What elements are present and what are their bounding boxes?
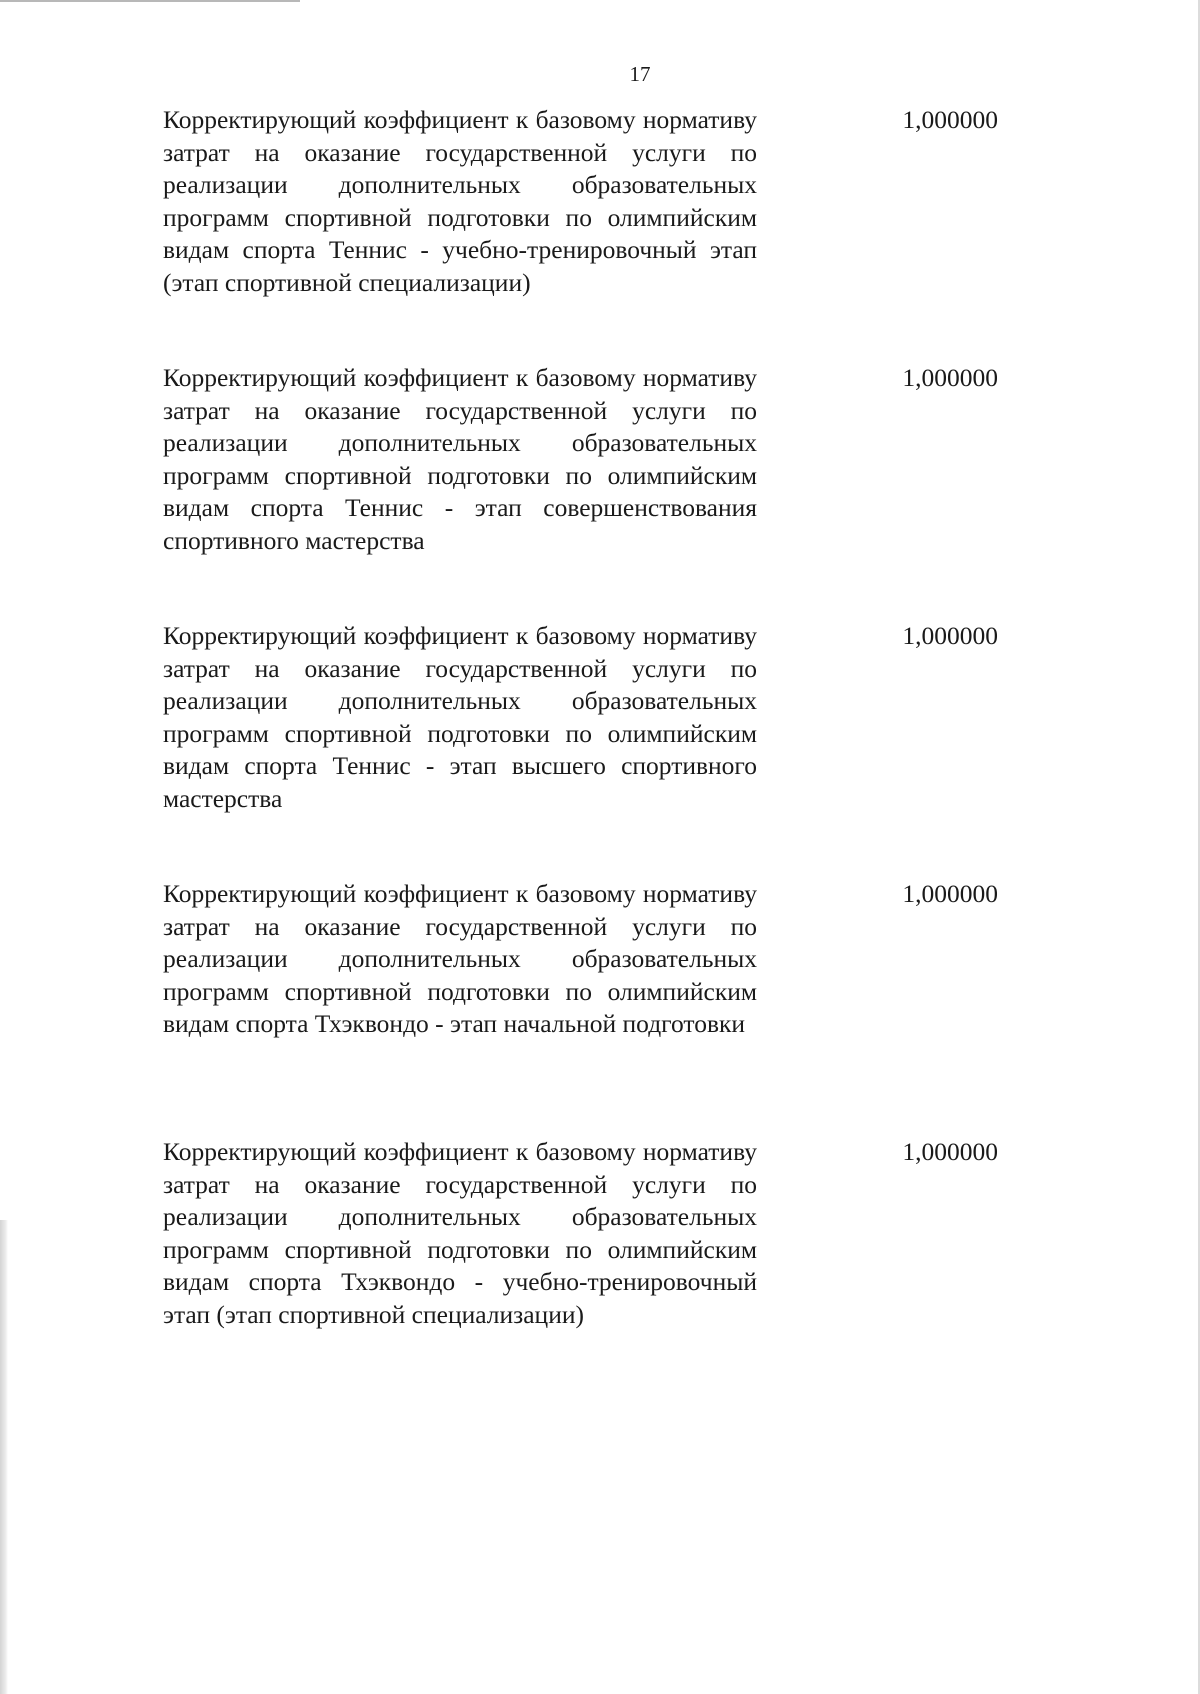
entry-value: 1,000000	[902, 879, 998, 908]
entry-description: Корректирующий коэффициент к базовому нормативу затрат на оказание государственной услуги по реализации дополнительных образовательных программ спортивной подготовки по олимпийским видам спорта Теннис - этап высшего спортивного мастерства	[163, 621, 757, 813]
coefficient-entry-5	[163, 1136, 998, 1331]
scan-edge-top	[0, 0, 300, 2]
entry-value: 1,000000	[902, 363, 998, 392]
coefficient-entry-2	[163, 362, 998, 557]
scan-edge-left	[0, 1220, 8, 1694]
entry-value: 1,000000	[902, 1137, 998, 1166]
entry-value: 1,000000	[902, 105, 998, 134]
entry-description: Корректирующий коэффициент к базовому нормативу затрат на оказание государственной услуги по реализации дополнительных образовательных программ спортивной подготовки по олимпийским видам спорта Тхэквондо - учебно-тренировочный этап (этап спортивной специализации)	[163, 1137, 757, 1329]
entry-description: Корректирующий коэффициент к базовому нормативу затрат на оказание государственной услуги по реализации дополнительных образовательных программ спортивной подготовки по олимпийским видам спорта Теннис - этап совершенствования спортивного мастерства	[163, 363, 757, 555]
coefficient-entry-4	[163, 878, 998, 1041]
coefficient-entry-3	[163, 620, 998, 815]
coefficient-entry-1	[163, 104, 998, 299]
entry-value: 1,000000	[902, 621, 998, 650]
entry-description: Корректирующий коэффициент к базовому нормативу затрат на оказание государственной услуги по реализации дополнительных образовательных программ спортивной подготовки по олимпийским видам спорта Теннис - учебно-тренировочный этап (этап спортивной специализации)	[163, 105, 757, 297]
page-number: 17	[629, 62, 651, 86]
entry-description: Корректирующий коэффициент к базовому нормативу затрат на оказание государственной услуги по реализации дополнительных образовательных программ спортивной подготовки по олимпийским видам спорта Тхэквондо - этап начальной подготовки	[163, 879, 757, 1038]
